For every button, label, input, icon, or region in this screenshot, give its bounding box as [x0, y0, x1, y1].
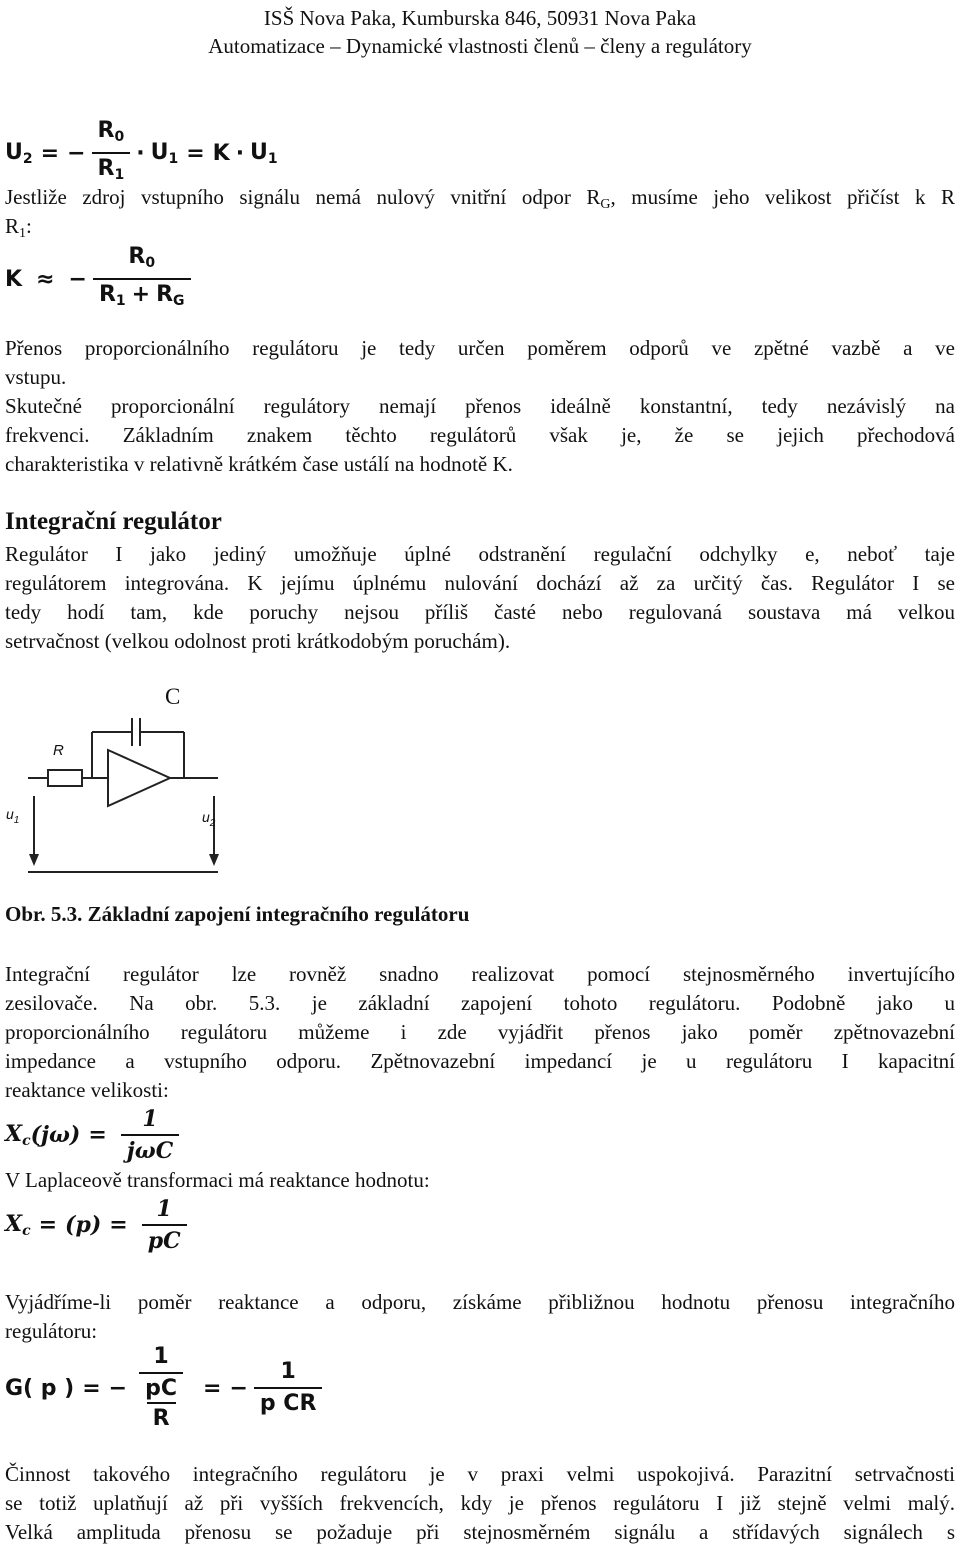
eq5-inner-den: pC	[139, 1372, 183, 1402]
para-ratio-line-2: regulátoru:	[5, 1319, 98, 1343]
eq5-den-2: p CR	[254, 1387, 323, 1417]
para-int-line-2: zesilovače. Na obr. 5.3. je základní zapojení tohoto regulátoru. Podobně jako u	[5, 991, 955, 1015]
para-final-line-1: Činnost takového integračního regulátoru je v praxi velmi uspokojivá. Parazitní setrvačnosti	[5, 1462, 955, 1486]
eq5-fraction-outer	[133, 1344, 189, 1432]
opamp-triangle	[108, 750, 170, 806]
para-ratio-line-1: Vyjádříme-li poměr reaktance a odporu, získáme přibližnou hodnotu přenosu integračního	[5, 1290, 955, 1314]
para-p-line-2: vstupu.	[5, 365, 67, 389]
eq1-u1b: U	[250, 139, 268, 165]
eq4-lhs-sub: c	[22, 1223, 31, 1239]
circuit-diagram	[0, 700, 260, 880]
eq4-arg: (p)	[65, 1212, 102, 1238]
eq3-fraction	[121, 1106, 179, 1164]
equation-reactance	[5, 1106, 185, 1164]
para-int-line-3: proporcionálního regulátoru můžeme i zde vyjádřit přenos jako poměr zpětnovazební	[5, 1020, 955, 1044]
eq1-den: R	[97, 156, 115, 181]
eq1-num-sub: 0	[114, 129, 125, 145]
equation-reactance-laplace	[5, 1196, 193, 1254]
para-rg-text-a: Jestliže zdroj vstupního signálu nemá nulový vnitřní odpor R	[5, 185, 601, 209]
eq1-equals: =	[40, 140, 60, 166]
header-line-1: ISŠ Nova Paka, Kumburska 846, 50931 Nova Paka	[263, 6, 697, 30]
eq2-num: R	[128, 244, 146, 269]
eq3-lhs-sub: c	[22, 1133, 31, 1149]
eq5-fraction-2	[254, 1359, 323, 1417]
eq5-fraction-inner	[139, 1344, 183, 1402]
eq1-lhs-sub: 2	[22, 150, 33, 167]
eq2-approx: ≈	[36, 266, 55, 292]
para-p-line-3: Skutečné proporcionální regulátory nemají přenos ideálně konstantní, tedy nezávislý na	[5, 394, 955, 418]
para-i-line-1: Regulátor I jako jediný umožňuje úplné odstranění regulační odchylky e, neboť taje	[5, 542, 955, 566]
resistor	[48, 770, 82, 786]
para-int-line-4: impedance a vstupního odporu. Zpětnovazební impedancí je u regulátoru I kapacitní	[5, 1049, 955, 1073]
eq1-fraction	[92, 118, 131, 188]
eq4-lhs: X	[5, 1211, 23, 1237]
eq5-minus-2: −	[229, 1375, 248, 1401]
eq3-arg: (jω)	[30, 1122, 81, 1148]
eq1-dot-2: ·	[235, 140, 245, 166]
equation-transfer	[5, 1344, 328, 1432]
eq4-equals: =	[38, 1212, 58, 1238]
eq1-equals-2: =	[186, 140, 205, 166]
eq5-equals: =	[82, 1375, 101, 1401]
eq1-dot: ·	[136, 140, 145, 166]
eq3-lhs: X	[5, 1121, 23, 1147]
para-rg-text-b: , musíme jeho velikost přičíst k R	[610, 185, 955, 209]
para-rg-text-c: :	[26, 214, 32, 238]
para-int-line-5: reaktance velikosti:	[5, 1078, 169, 1102]
eq2-fraction	[93, 244, 191, 314]
equation-gain	[5, 118, 278, 188]
para-rg-sub-b: 1	[19, 226, 27, 241]
figure-caption: Obr. 5.3. Základní zapojení integračního regulátoru	[5, 902, 470, 926]
eq5-equals-2: =	[203, 1375, 222, 1401]
eq2-plus: +	[131, 282, 151, 307]
eq1-k: K	[212, 140, 230, 166]
para-p-line-5: charakteristika v relativně krátkém čase ustálí na hodnotě K.	[5, 452, 513, 476]
para-rg-sub-a: G	[600, 197, 611, 212]
eq5-minus: −	[108, 1375, 128, 1401]
eq1-u1-sub: 1	[168, 150, 179, 167]
eq2-k: K	[5, 266, 23, 292]
figure-label-c: C	[165, 684, 181, 709]
eq4-equals-2: =	[109, 1212, 128, 1238]
eq5-num-2: 1	[280, 1359, 296, 1384]
eq1-den-sub: 1	[114, 167, 125, 183]
eq2-den-r1-sub: 1	[115, 293, 126, 309]
eq3-num: 1	[142, 1106, 158, 1132]
header-line-2: Automatizace – Dynamické vlastnosti členů – členy a regulátory	[208, 34, 752, 58]
eq5-den: R	[147, 1402, 176, 1432]
eq5-lhs: G( p )	[5, 1375, 75, 1401]
eq2-den-r1: R	[98, 282, 116, 307]
eq2-num-sub: 0	[145, 255, 156, 271]
eq4-fraction	[142, 1196, 187, 1254]
eq2-minus: −	[68, 266, 87, 292]
paragraph-rg	[5, 183, 955, 220]
para-p-line-1: Přenos proporcionálního regulátoru je tedy určen poměrem odporů ve zpětné vazbě a ve	[5, 336, 955, 360]
para-laplace: V Laplaceově transformaci má reaktance hodnotu:	[5, 1168, 430, 1192]
para-final-line-3: Velká amplituda přenosu se požaduje při stejnosměrném signálu a střídavých signálech s	[5, 1520, 955, 1544]
u2-arrow-head	[209, 854, 219, 866]
para-i-line-4: setrvačnost (velkou odolnost proti krátkodobým poruchám).	[5, 629, 511, 653]
para-final-line-2: se totiž uplatňují až při vyšších frekvencích, kdy je přenos regulátoru I již stejně velmi malý.	[5, 1491, 955, 1515]
para-int-line-1: Integrační regulátor lze rovněž snadno realizovat pomocí stejnosměrného invertujícího	[5, 962, 955, 986]
eq2-den-rg-sub: G	[173, 293, 185, 309]
eq1-minus: −	[67, 140, 86, 166]
figure-label-u1: $u_1$	[6, 806, 20, 826]
eq1-lhs: U	[5, 139, 23, 165]
section-title: Integrační regulátor	[5, 508, 222, 535]
eq4-num: 1	[156, 1196, 172, 1222]
figure-label-u2: $u_2$	[202, 809, 216, 829]
eq3-equals: =	[88, 1122, 107, 1148]
eq4-den: pC	[142, 1224, 187, 1254]
eq1-num: R	[97, 118, 115, 143]
eq1-u1: U	[150, 139, 169, 165]
eq1-u1b-sub: 1	[267, 150, 278, 167]
u1-arrow-head	[29, 854, 39, 866]
eq2-den-rg: R	[156, 282, 174, 307]
paragraph-rg-cont: $R_1$:	[5, 214, 32, 241]
para-p-line-4: frekvenci. Základním znakem těchto regulátorů však je, že se jejich přechodová	[5, 423, 955, 447]
para-i-line-3: tedy hodí tam, kde poruchy nejsou příliš časté nebo regulovaná soustava má velkou	[5, 600, 955, 624]
para-i-line-2: regulátorem integrována. K jejímu úplnému nulování dochází až za určitý čas. Regulátor I se	[5, 571, 955, 595]
eq3-den: jωC	[121, 1134, 179, 1164]
equation-gain-rg	[5, 244, 197, 314]
figure-label-r: R	[53, 742, 64, 759]
eq5-inner-num: 1	[153, 1344, 169, 1369]
